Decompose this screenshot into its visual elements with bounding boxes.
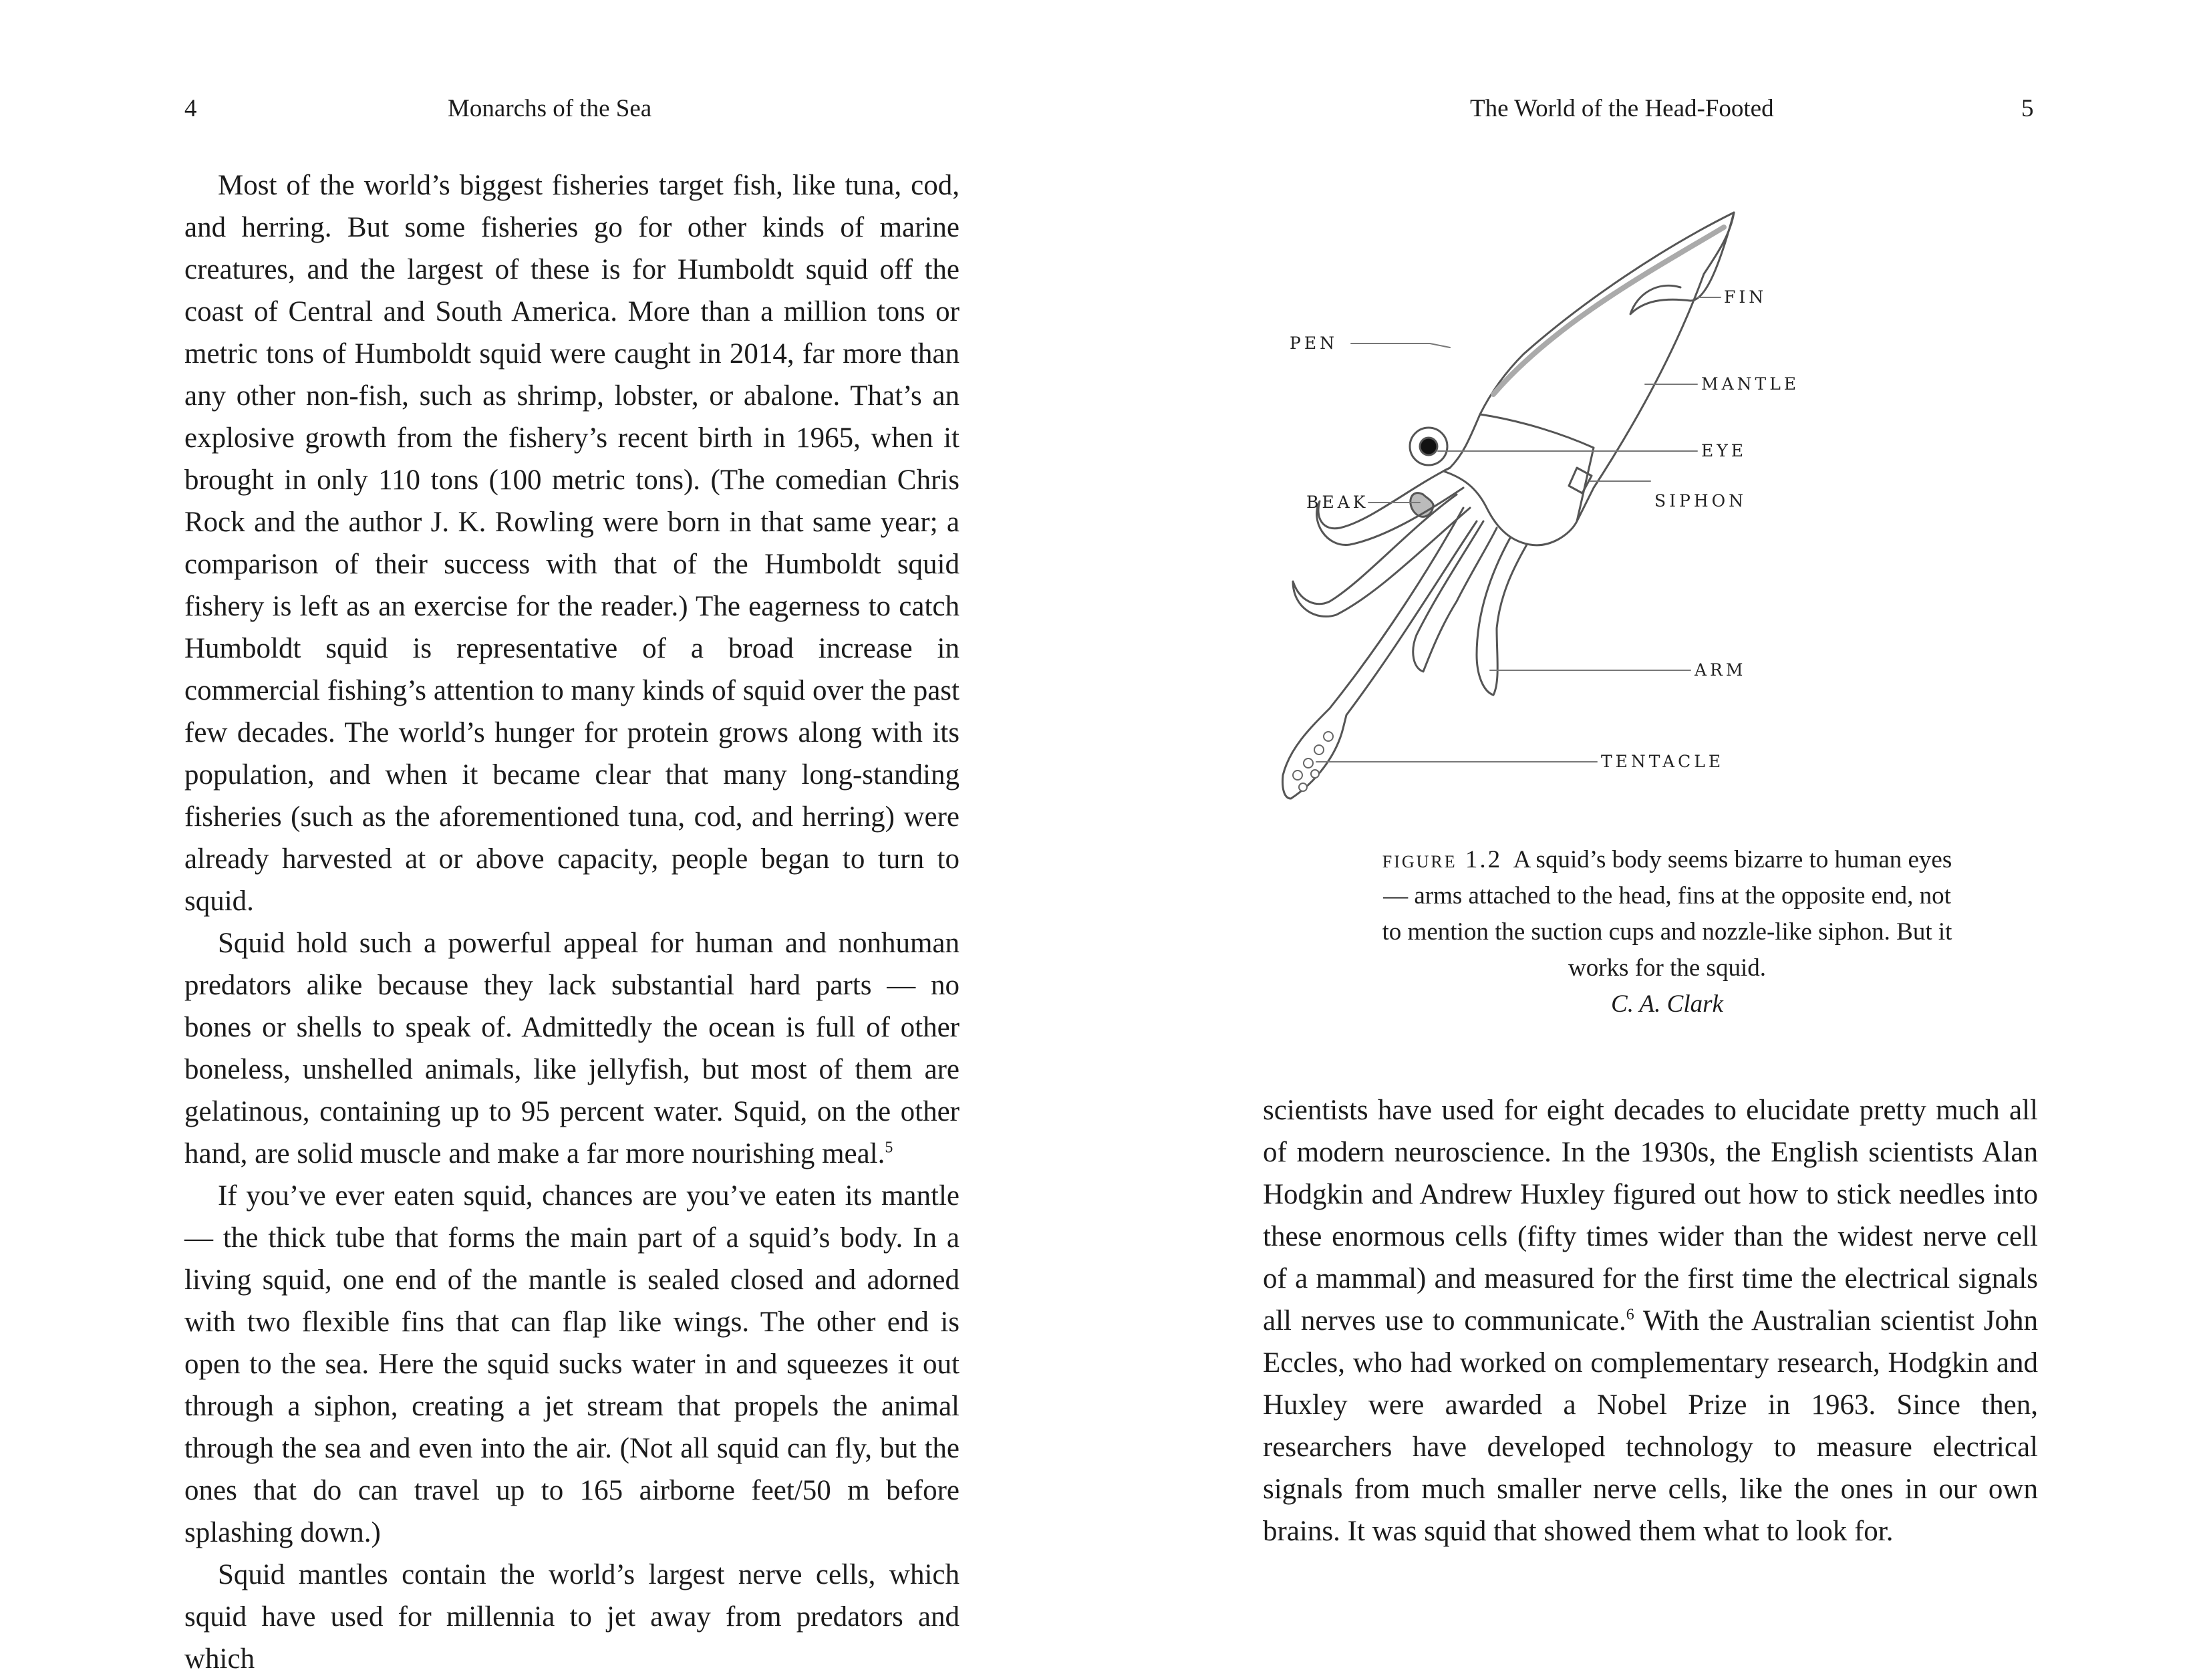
paragraph: Squid mantles contain the world’s largest nerve cells, which squid have used for millennia to jet away from predators and which (184, 1559, 960, 1675)
label-eye: EYE (1701, 441, 1747, 460)
body-text (1263, 1089, 2038, 1552)
page-number: 4 (184, 95, 197, 122)
figure-caption (1373, 842, 1961, 1022)
paragraph: Most of the world’s biggest fisheries target fish, like tuna, cod, and herring. But some fisheries go for other kinds of marine creatures, and the largest of these is for Humboldt squid off the coast of Central and South America. More than a million tons or metric tons of Humboldt squid were caught in 2014, far more than any other non-fish, such as shrimp, lobster, or abalone. That’s an explosive growth from the fishery’s recent birth in 1965, when it brought in only 110 tons (100 metric tons). (The comedian Chris Rock and the author J. K. Rowling were born in that same year; a comparison of their success with that of the Humboldt squid fishery is left as an exercise for the reader.) The eagerness to catch Humboldt squid is representative of a broad increase in commercial fishing’s attention to many kinds of squid over the past few decades. The world’s hunger for protein grows along with its population, and when it became clear that many long-standing fisheries (such as the aforementioned tuna, cod, and herring) were already harvested at or above capacity, people began to turn to squid. (184, 170, 960, 917)
squid-figure (1263, 174, 2038, 1018)
squid-arm (1477, 538, 1527, 695)
squid-tentacle (1283, 508, 1477, 799)
figure-credit: C. A. Clark (1611, 990, 1723, 1018)
squid-illustration (1263, 174, 2038, 815)
label-mantle: MANTLE (1701, 374, 1800, 394)
left-page (0, 0, 1102, 1675)
running-title: The World of the Head-Footed (1470, 95, 1774, 122)
paragraph-text: scientists have used for eight decades to elucidate pretty much all of modern neuroscience. In the 1930s, the English scientists Alan Hodgkin and Andrew Huxley figured out how to stick needles into these enormous cells (fifty times wider than the widest nerve cell of a mammal) and measured for the first time the electrical signals all nerves use to communicate. (1263, 1095, 2038, 1337)
label-beak: BEAK (1306, 493, 1369, 512)
paragraph (184, 922, 960, 1175)
page-number: 5 (2021, 95, 2034, 122)
label-arm: ARM (1695, 660, 1747, 680)
label-siphon: SIPHON (1654, 491, 1747, 511)
paragraph (1263, 1089, 2038, 1552)
squid-arm (1293, 495, 1470, 617)
body-text (184, 164, 960, 1680)
caption-text: A squid’s body seems bizarre to human eyes — arms attached to the head, fins at the opposite end, not to mention the suction cups and nozzle-like siphon. But it works for the squid. (1382, 846, 1952, 982)
paragraph-text: Squid hold such a powerful appeal for human and nonhuman predators alike because they lack substantial hard parts — no bones or shells to speak of. Admittedly the ocean is full of other boneless, unshelled animals, like jellyfish, but most of them are gelatinous, containing up to 95 percent water. Squid, on the other hand, are solid muscle and make a far more nourishing meal. (184, 928, 960, 1169)
squid-eye-pupil (1420, 438, 1437, 455)
running-title: Monarchs of the Sea (448, 95, 652, 122)
paragraph: If you’ve ever eaten squid, chances are you’ve eaten its mantle — the thick tube that forms the main part of a squid’s body. In a living squid, one end of the mantle is sealed closed and adorned with two flexible fins that can flap like wings. The other end is open to the sea. Here the squid sucks water in and squeezes it out through a siphon, creating a jet stream that propels the animal through the sea and even into the air. (Not all squid can fly, but the ones that do can travel up to 165 airborne feet/50 m before splashing down.) (184, 1180, 960, 1548)
right-page (1102, 0, 2205, 1654)
leader-line-pen (1351, 343, 1450, 347)
paragraph-text: With the Australian scientist John Eccles, who had worked on complementary research, Hodgkin and Huxley were awarded a Nobel Prize in 1963. Since then, researchers have developed technology to measure electrical signals from much smaller nerve cells, like the ones in our own brains. It was squid that showed them what to look for. (1263, 1305, 2038, 1547)
label-pen: PEN (1290, 333, 1338, 353)
footnote-marker: 6 (1626, 1306, 1634, 1324)
footnote-marker: 5 (885, 1139, 893, 1157)
figure-label: figure 1.2 (1382, 846, 1503, 873)
label-fin: FIN (1724, 287, 1767, 307)
label-tentacle: TENTACLE (1601, 752, 1725, 771)
squid-arm (1413, 521, 1497, 672)
